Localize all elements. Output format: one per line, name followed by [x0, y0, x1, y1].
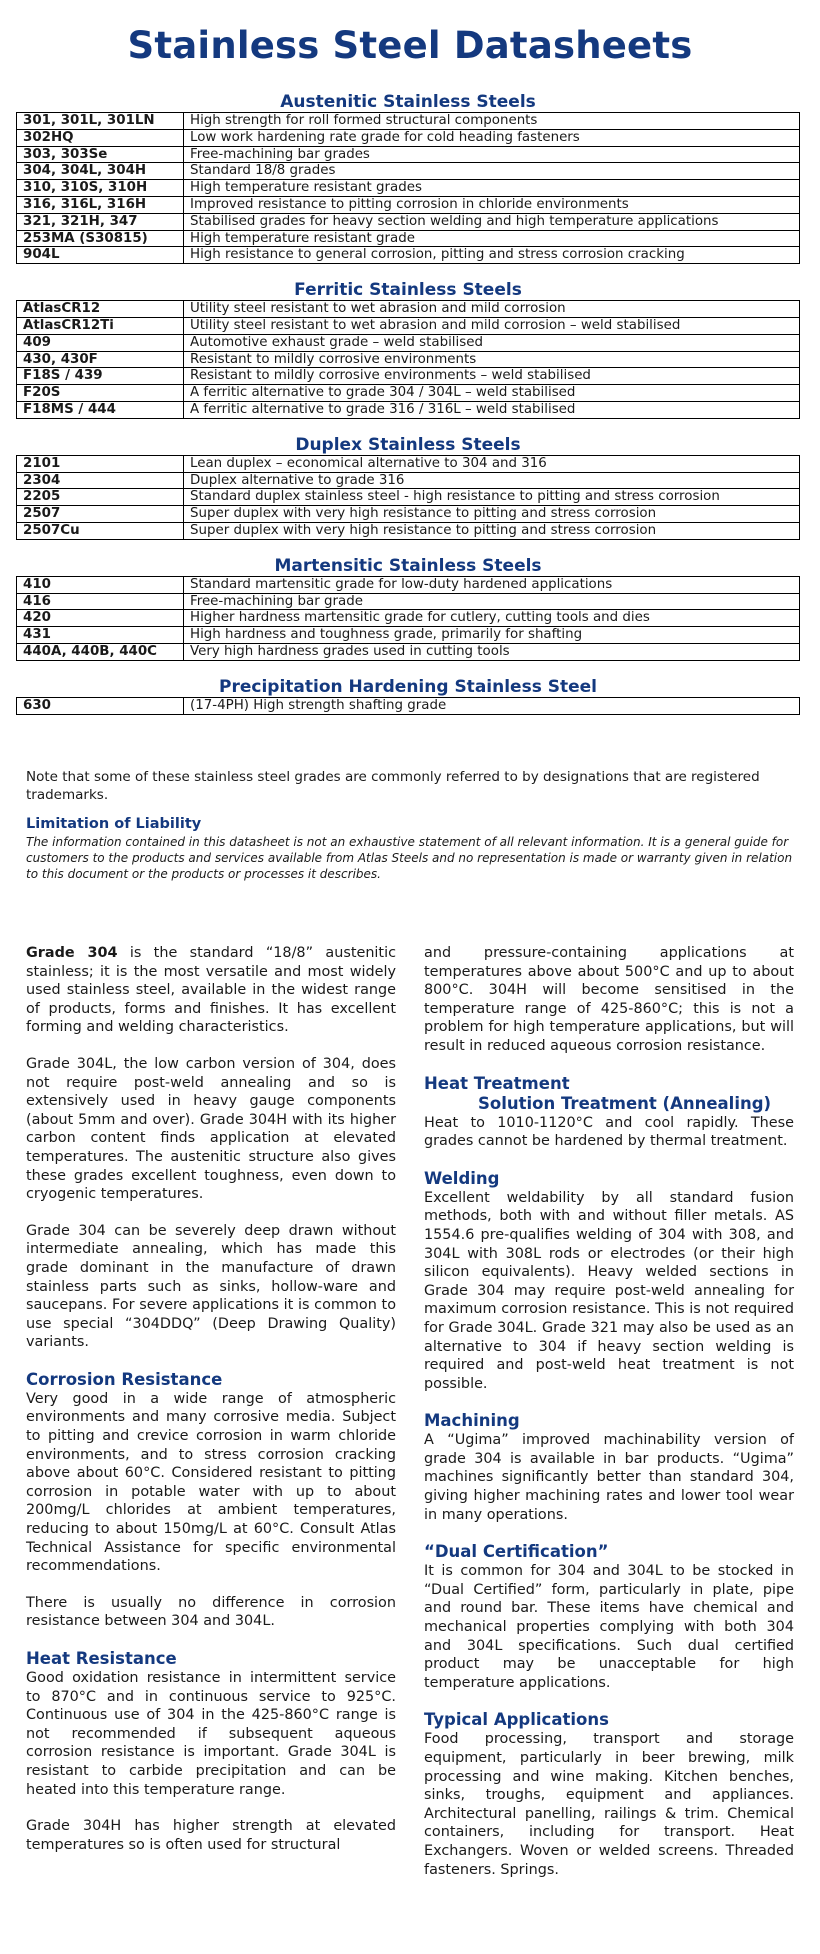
grade-code: 2507Cu	[17, 522, 184, 539]
grade-code: 440A, 440B, 440C	[17, 643, 184, 660]
grade-description: High hardness and toughness grade, primarily for shafting	[184, 627, 800, 644]
table-row	[17, 627, 800, 644]
table-row	[17, 489, 800, 506]
table-row	[17, 385, 800, 402]
table-row	[17, 643, 800, 660]
grade-table	[16, 576, 800, 661]
grade-code: 316, 316L, 316H	[17, 196, 184, 213]
grade-code: 253MA (S30815)	[17, 230, 184, 247]
table-row	[17, 247, 800, 264]
intro-text: is the standard “18/8” austenitic stainless; it is the most versatile and most widely used stainless steel, available in the widest range of products, forms and finishes. It has excellent forming and welding characteristics.	[26, 945, 396, 1036]
section-gap	[16, 419, 800, 435]
grade-code: 321, 321H, 347	[17, 213, 184, 230]
grade-description: Utility steel resistant to wet abrasion and mild corrosion	[184, 301, 800, 318]
grade-code: F20S	[17, 385, 184, 402]
welding-paragraph: Excellent weldability by all standard fusion methods, both with and without filler metals. AS 1554.6 pre-qualifies welding of 304 with 308, and 304L with 308L rods or electrodes (or their high silicon equivalents). Heavy welded sections in Grade 304 may require post-weld annealing for maximum corrosion resistance. This is not required for Grade 304L. Grade 321 may also be used as an alternative to 304 if heavy section welding is required and post-weld heat treatment is not possible.	[424, 1189, 794, 1392]
grade-description: Duplex alternative to grade 316	[184, 472, 800, 489]
grade-description: High strength for roll formed structural components	[184, 113, 800, 130]
table-row	[17, 576, 800, 593]
solution-treatment-heading: Solution Treatment (Annealing)	[478, 1093, 772, 1113]
trademark-note: Note that some of these stainless steel grades are commonly referred to by designations that are registered trademarks.	[26, 769, 760, 803]
table-row	[17, 334, 800, 351]
table-row	[17, 213, 800, 230]
table-row	[17, 610, 800, 627]
grade-description: Low work hardening rate grade for cold heading fasteners	[184, 129, 800, 146]
table-row	[17, 129, 800, 146]
grade-section	[16, 435, 800, 540]
liability-text: The information contained in this datasheet is not an exhaustive statement of all relevant information. It is a general guide for customers to the products and services available from Atlas Steels and no representation is made or warranty given in relation to this document or the products or processes it describes.	[26, 835, 793, 881]
grade-description: Standard martensitic grade for low-duty hardened applications	[184, 576, 800, 593]
corrosion-paragraph: Very good in a wide range of atmospheric environments and many corrosive media. Subject to pitting and crevice corrosion in warm chloride environments, and to stress corrosion cracking above about 60°C. Considered resistant to pitting corrosion in potable water with up to about 200mg/L chlorides at ambient temperatures, reducing to about 150mg/L at 60°C. Consult Atlas Technical Assistance for specific environmental recommendations.	[26, 1390, 396, 1575]
table-row	[17, 230, 800, 247]
heat-resistance-text-part-1: Grade 304H has higher strength at elevated temperatures so is often used for structural	[26, 1818, 396, 1853]
page-title: Stainless Steel Datasheets	[127, 24, 693, 67]
grade-code: F18S / 439	[17, 368, 184, 385]
table-row	[17, 697, 800, 714]
grade-code: 410	[17, 576, 184, 593]
grade-description: High temperature resistant grade	[184, 230, 800, 247]
section-gap	[16, 264, 800, 280]
typical-applications-heading: Typical Applications	[424, 1710, 609, 1730]
machining-heading: Machining	[424, 1411, 520, 1431]
grade-code: 304, 304L, 304H	[17, 163, 184, 180]
grade-description: Higher hardness martensitic grade for cutlery, cutting tools and dies	[184, 610, 800, 627]
grade-code: AtlasCR12	[17, 301, 184, 318]
heat-resistance-paragraph: Good oxidation resistance in intermittent service to 870°C and in continuous service to 925°C. Continuous use of 304 in the 425-860°C range is not recommended if subsequent aqueous corrosion resistance is important. Grade 304L is resistant to carbide precipitation and can be heated into this temperature range.	[26, 1670, 396, 1798]
grade-code: AtlasCR12Ti	[17, 317, 184, 334]
grade-section	[16, 280, 800, 419]
grade-description: Stabilised grades for heavy section welding and high temperature applications	[184, 213, 800, 230]
grade-description: A ferritic alternative to grade 316 / 316L – weld stabilised	[184, 401, 800, 418]
grade-description: Free-machining bar grades	[184, 146, 800, 163]
section-title: Duplex Stainless Steels	[295, 434, 521, 455]
grade-code: 420	[17, 610, 184, 627]
grade-code: 904L	[17, 247, 184, 264]
grade-code: 630	[17, 697, 184, 714]
grade-code: 431	[17, 627, 184, 644]
grade-description: Automotive exhaust grade – weld stabilised	[184, 334, 800, 351]
grade-code: 430, 430F	[17, 351, 184, 368]
grade-description: Lean duplex – economical alternative to 304 and 316	[184, 455, 800, 472]
table-row	[17, 368, 800, 385]
grade-description: (17-4PH) High strength shafting grade	[184, 697, 800, 714]
right-column	[424, 944, 794, 1897]
grade-code: 303, 303Se	[17, 146, 184, 163]
grade-section	[16, 677, 800, 715]
grade-description: Resistant to mildly corrosive environments	[184, 351, 800, 368]
typical-applications-paragraph: Food processing, transport and storage equipment, particularly in beer brewing, milk processing and wine making. Kitchen benches, sinks, troughs, equipment and appliances. Architectural panelling, railings & trim. Chemical containers, including for transport. Heat Exchangers. Woven or welded screens. Threaded fasteners. Springs.	[424, 1731, 794, 1878]
grade-description: High resistance to general corrosion, pitting and stress corrosion cracking	[184, 247, 800, 264]
grade-tables	[16, 92, 800, 715]
section-title: Austenitic Stainless Steels	[280, 92, 536, 112]
table-row	[17, 351, 800, 368]
heat-treatment-paragraph: Heat to 1010-1120°C and cool rapidly. These grades cannot be hardened by thermal treatment.	[424, 1114, 794, 1150]
section-title: Martensitic Stainless Steels	[274, 555, 542, 576]
intro-lead: Grade 304	[26, 945, 118, 961]
grade-description: Resistant to mildly corrosive environments – weld stabilised	[184, 368, 800, 385]
welding-heading: Welding	[424, 1168, 500, 1188]
heat-treatment-heading: Heat Treatment	[424, 1073, 570, 1093]
table-row	[17, 593, 800, 610]
deep-drawing-paragraph: Grade 304 can be severely deep drawn without intermediate annealing, which has made this grade dominant in the manufacture of drawn stainless parts such as sinks, hollow-ware and saucepans. For severe applications it is common to use special “304DDQ” (Deep Drawing Quality) variants.	[26, 1222, 396, 1351]
table-row	[17, 472, 800, 489]
table-row	[17, 163, 800, 180]
corrosion-paragraph-2: There is usually no difference in corrosion resistance between 304 and 304L.	[26, 1594, 396, 1630]
left-column	[26, 944, 396, 1854]
section-gap	[16, 661, 800, 677]
corrosion-heading: Corrosion Resistance	[26, 1369, 223, 1389]
grade-description: A ferritic alternative to grade 304 / 304L – weld stabilised	[184, 385, 800, 402]
grade-code: 2304	[17, 472, 184, 489]
heat-resistance-paragraph-2	[26, 1817, 396, 1854]
grade-code: 416	[17, 593, 184, 610]
grade-code: 310, 310S, 310H	[17, 180, 184, 197]
table-row	[17, 180, 800, 197]
grade-description: Super duplex with very high resistance to pitting and stress corrosion	[184, 522, 800, 539]
grade-code: 301, 301L, 301LN	[17, 113, 184, 130]
intro-paragraph	[26, 944, 396, 1037]
grade-code: 2507	[17, 506, 184, 523]
liability-title: Limitation of Liability	[26, 816, 202, 832]
grade-code: 2205	[17, 489, 184, 506]
heat-resistance-text-part-2: and pressure-containing applications at temperatures above about 500°C and up to about 800°C. 304H will become sensitised in the temperature range of 425-860°C; this is not a problem for high temperature applications, but will result in reduced aqueous corrosion resistance.	[424, 945, 794, 1054]
grade-table	[16, 455, 800, 540]
grade-code: 2101	[17, 455, 184, 472]
dual-certification-paragraph: It is common for 304 and 304L to be stocked in “Dual Certified” form, particularly in plate, pipe and round bar. These items have chemical and mechanical properties complying with both 304 and 304L specifications. Such dual certified product may be unacceptable for high temperature applications.	[424, 1563, 794, 1691]
dual-certification-heading: “Dual Certification”	[424, 1542, 609, 1562]
table-row	[17, 506, 800, 523]
table-row	[17, 146, 800, 163]
heat-resistance-continued	[424, 944, 794, 1056]
grade-description: Standard duplex stainless steel - high resistance to pitting and stress corrosion	[184, 489, 800, 506]
section-title: Precipitation Hardening Stainless Steel	[219, 676, 597, 697]
grade-description: Utility steel resistant to wet abrasion and mild corrosion – weld stabilised	[184, 317, 800, 334]
table-row	[17, 401, 800, 418]
grade-description: High temperature resistant grades	[184, 180, 800, 197]
table-row	[17, 301, 800, 318]
grade-description: Standard 18/8 grades	[184, 163, 800, 180]
table-row	[17, 455, 800, 472]
grade-table	[16, 300, 800, 419]
table-row	[17, 196, 800, 213]
grade-code: F18MS / 444	[17, 401, 184, 418]
heat-resistance-heading: Heat Resistance	[26, 1649, 177, 1668]
grade-table	[16, 112, 800, 264]
grade-description: Free-machining bar grade	[184, 593, 800, 610]
grade-code: 409	[17, 334, 184, 351]
section-gap	[16, 540, 800, 556]
grade-description: Improved resistance to pitting corrosion in chloride environments	[184, 196, 800, 213]
grade-table	[16, 697, 800, 715]
table-row	[17, 113, 800, 130]
grade-code: 302HQ	[17, 129, 184, 146]
table-row	[17, 522, 800, 539]
grade-304l-paragraph: Grade 304L, the low carbon version of 304, does not require post-weld annealing and so is extensively used in heavy gauge components (about 5mm and over). Grade 304H with its higher carbon content finds application at elevated temperatures. The austenitic structure also gives these grades excellent toughness, even down to cryogenic temperatures.	[26, 1055, 396, 1203]
grade-description: Super duplex with very high resistance to pitting and stress corrosion	[184, 506, 800, 523]
grade-section	[16, 92, 800, 264]
grade-section	[16, 556, 800, 661]
grade-description: Very high hardness grades used in cutting tools	[184, 643, 800, 660]
machining-paragraph: A “Ugima” improved machinability version of grade 304 is available in bar products. “Ugima” machines significantly better than standard 304, giving higher machining rates and lower tool wear in many operations.	[424, 1432, 794, 1523]
table-row	[17, 317, 800, 334]
section-title: Ferritic Stainless Steels	[294, 280, 522, 301]
